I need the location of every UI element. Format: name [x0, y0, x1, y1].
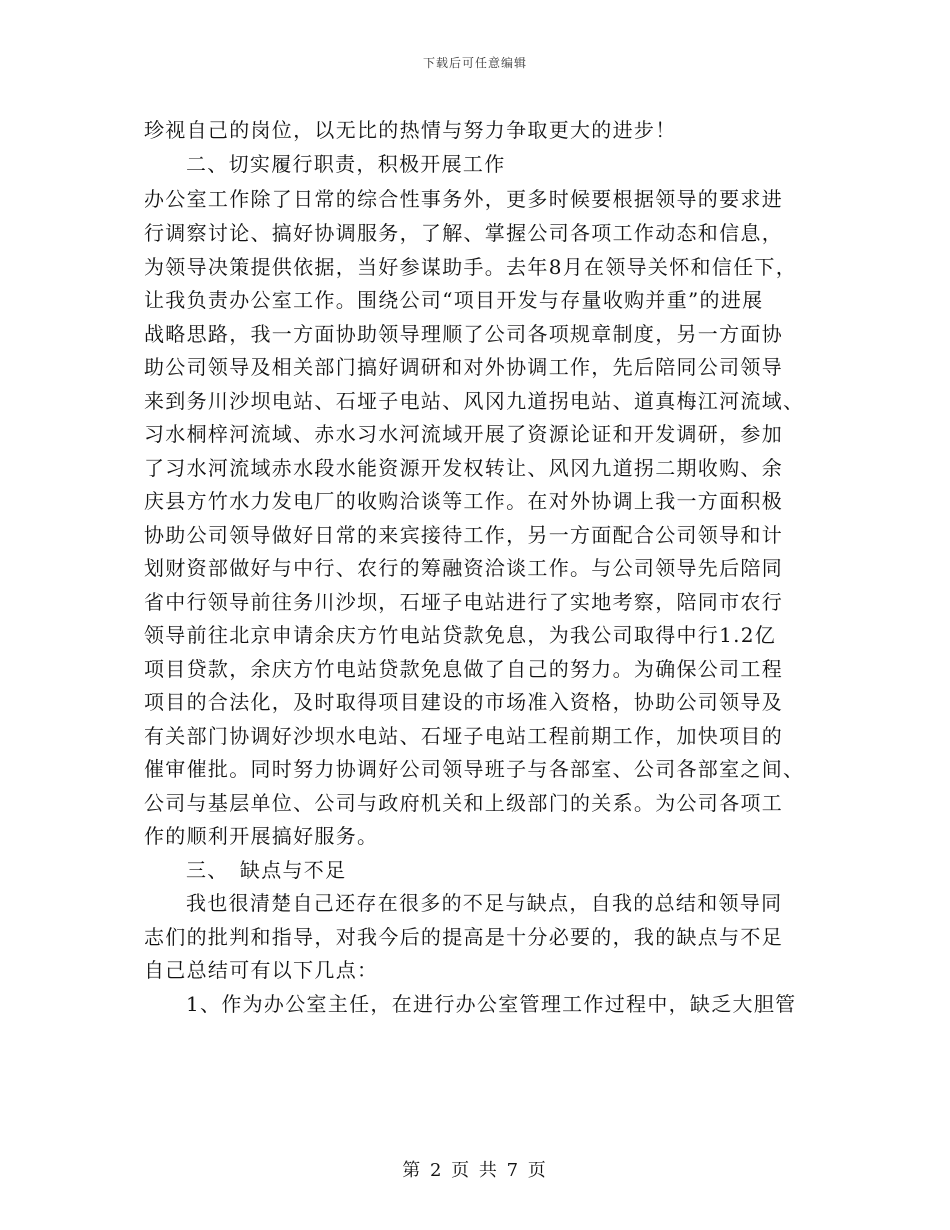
text-line: 作的顺利开展搞好服务。 [144, 824, 379, 848]
text-line: 三、 缺点与不足 [186, 858, 347, 882]
text-line: 协助公司领导做好日常的来宾接待工作，另一方面配合公司领导和计 [144, 523, 783, 547]
text-line: 珍视自己的岗位，以无比的热情与努力争取更大的进步！ [144, 118, 677, 142]
header-note: 下载后可任意编辑 [422, 56, 527, 70]
text-line: 让我负责办公室工作。围绕公司“项目开发与存量收购并重”的进展 [144, 288, 764, 312]
text-line: 志们的批判和指导，对我今后的提高是十分必要的，我的缺点与不足 [144, 925, 783, 949]
text-line: 行调察讨论、搞好协调服务，了解、掌握公司各项工作动态和信息， [144, 221, 783, 245]
text-line: 战略思路，我一方面协助领导理顺了公司各项规章制度，另一方面协 [144, 322, 783, 346]
text-line: 催审催批。同时努力协调好公司领导班子与各部室、公司各部室之间、 [144, 757, 805, 781]
text-line: 二、切实履行职责，积极开展工作 [186, 152, 506, 176]
text-line: 助公司领导及相关部门搞好调研和对外协调工作，先后陪同公司领导 [144, 355, 783, 379]
text-line: 有关部门协调好沙坝水电站、石垭子电站工程前期工作，加快项目的 [144, 724, 783, 748]
text-line: 领导前往北京申请余庆方竹电站贷款免息，为我公司取得中行1.2亿 [144, 623, 777, 647]
body-text [144, 112, 824, 1021]
text-line: 庆县方竹水力发电厂的收购洽谈等工作。在对外协调上我一方面积极 [144, 489, 783, 513]
text-line: 公司与基层单位、公司与政府机关和上级部门的关系。为公司各项工 [144, 791, 783, 815]
text-line: 项目的合法化，及时取得项目建设的市场准入资格，协助公司领导及 [144, 690, 783, 714]
text-line: 省中行领导前往务川沙坝，石垭子电站进行了实地考察，陪同市农行 [144, 590, 783, 614]
text-line: 项目贷款，余庆方竹电站贷款免息做了自己的努力。为确保公司工程 [144, 657, 783, 681]
text-line: 来到务川沙坝电站、石垭子电站、风冈九道拐电站、道真梅江河流域、 [144, 389, 805, 413]
text-line: 办公室工作除了日常的综合性事务外，更多时候要根据领导的要求进 [144, 187, 783, 211]
text-line: 了习水河流域赤水段水能资源开发权转让、风冈九道拐二期收购、余 [144, 456, 783, 480]
text-line: 自己总结可有以下几点： [144, 958, 379, 982]
text-line: 1、作为办公室主任，在进行办公室管理工作过程中，缺乏大胆管 [186, 992, 797, 1016]
text-line: 我也很清楚自己还存在很多的不足与缺点，自我的总结和领导同 [186, 891, 783, 915]
text-line: 习水桐梓河流域、赤水习水河流域开展了资源论证和开发调研，参加 [144, 422, 783, 446]
page-number-footer: 第 2 页 共 7 页 [402, 1160, 548, 1181]
text-line: 划财资部做好与中行、农行的筹融资洽谈工作。与公司领导先后陪同 [144, 556, 783, 580]
text-line: 为领导决策提供依据，当好参谋助手。去年8月在领导关怀和信任下， [144, 255, 798, 279]
